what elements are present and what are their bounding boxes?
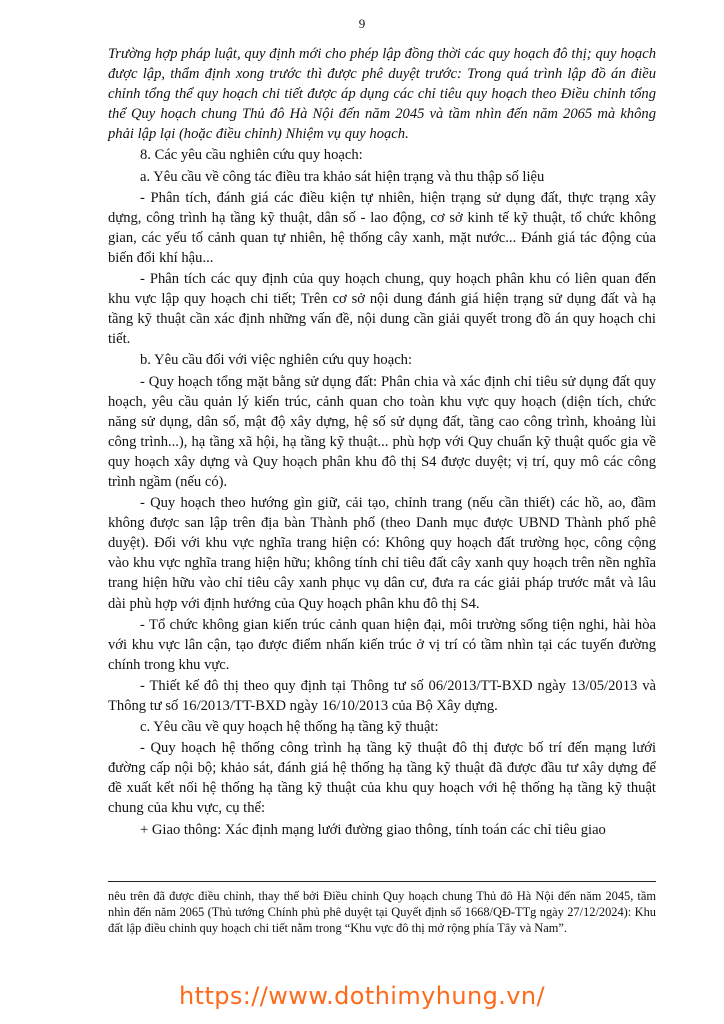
- paragraph-general-plan-analysis: - Phân tích các quy định của quy hoạch chung, quy hoạch phân khu có liên quan đến khu vực lập quy hoạch chi tiết; Trên cơ sở nội dung đánh giá hiện trạng sử dụng đất và hạ tầng kỹ thuật cần xác định những vấn đề, nội dung cần giải quyết trong đồ án quy hoạch chi tiết.: [108, 271, 656, 348]
- paragraph-natural-conditions: - Phân tích, đánh giá các điều kiện tự nhiên, hiện trạng sử dụng đất, thực trạng xây dựng, công trình hạ tầng kỹ thuật, dân số - lao động, cơ sở kinh tế kỹ thuật, tổ chức không gian, các yếu tố cảnh quan tự nhiên, hệ thống cây xanh, mặt nước... Đánh giá tác động của biến đổi khí hậu...: [108, 189, 656, 266]
- paragraph-lakes-cemeteries: - Quy hoạch theo hướng gìn giữ, cải tạo, chỉnh trang (nếu cần thiết) các hồ, ao, đầm không được san lập trên địa bàn Thành phố (theo Danh mục được UBND Thành phố phê duyệt). Đối với khu vực nghĩa trang hiện có: Không quy hoạch đất trường học, công cộng vào khu vực nghĩa trang hiện hữu; không tính chỉ tiêu đất cây xanh quy hoạch trên nền nghĩa trang hiện hữu vào chỉ tiêu cây xanh phục vụ dân cư, đưa ra các giải pháp trước mắt và lâu dài phù hợp với định hướng của Quy hoạch phân khu đô thị S4.: [108, 495, 656, 612]
- footnote-text: nêu trên đã được điều chỉnh, thay thế bởi Điều chỉnh Quy hoạch chung Thủ đô Hà Nội đến năm 2045, tầm nhìn đến năm 2065 (Thủ tướng Chính phủ phê duyệt tại Quyết định số 1668/QĐ-TTg ngày 27/12/2024): Khu đất lập điều chỉnh quy hoạch chi tiết nằm trong “Khu vực đô thị mở rộng phía Tây và Nam”.: [108, 889, 656, 935]
- subheading-c: c. Yêu cầu về quy hoạch hệ thống hạ tầng kỹ thuật:: [140, 719, 439, 736]
- footnote-divider: [108, 881, 656, 882]
- section-heading-8: 8. Các yêu cầu nghiên cứu quy hoạch:: [140, 147, 363, 164]
- paragraph-landscape-architecture: - Tổ chức không gian kiến trúc cảnh quan hiện đại, môi trường sống tiện nghi, hài hòa với khu vực lân cận, tạo được điểm nhấn kiến trúc ở vị trí có tầm nhìn tại các tuyến đường chính trong khu vực.: [108, 616, 656, 673]
- paragraph-traffic: + Giao thông: Xác định mạng lưới đường giao thông, tính toán các chỉ tiêu giao: [140, 821, 606, 838]
- document-body: [108, 44, 656, 841]
- website-link[interactable]: https://www.dothimyhung.vn/: [179, 982, 545, 1010]
- page-number: 9: [358, 16, 366, 31]
- paragraph-urban-design-circulars: - Thiết kế đô thị theo quy định tại Thông tư số 06/2013/TT-BXD ngày 13/05/2013 và Thông tư số 16/2013/TT-BXD ngày 16/10/2013 của Bộ Xây dựng.: [108, 677, 656, 714]
- paragraph-infrastructure-system: - Quy hoạch hệ thống công trình hạ tầng kỹ thuật đô thị được bố trí đến mạng lưới đường cấp nội bộ; khảo sát, đánh giá hệ thống hạ tầng kỹ thuật đã được đầu tư xây dựng để đề xuất kết nối hệ thống hạ tầng kỹ thuật của khu quy hoạch với hệ thống hạ tầng kỹ thuật chung của khu vực, cụ thể:: [108, 740, 656, 817]
- subheading-b: b. Yêu cầu đối với việc nghiên cứu quy hoạch:: [140, 352, 413, 369]
- paragraph-land-use-plan: - Quy hoạch tổng mặt bằng sử dụng đất: Phân chia và xác định chỉ tiêu sử dụng đất quy hoạch, yêu cầu quản lý kiến trúc, cảnh quan cho toàn khu vực quy hoạch (diện tích, chức năng sử dụng, dân số, mật độ xây dựng, hệ số sử dụng đất, tầng cao công trình, khoảng lùi công trình...), hạ tầng xã hội, hạ tầng kỹ thuật... phù hợp với Quy chuẩn kỹ thuật quốc gia về quy hoạch xây dựng và Quy hoạch phân khu đô thị S4 được duyệt; vị trí, quy mô các công trình ngầm (nếu có).: [108, 373, 656, 490]
- paragraph-planning-law-note: Trường hợp pháp luật, quy định mới cho phép lập đồng thời các quy hoạch đô thị; quy hoạch được lập, thẩm định xong trước thì được phê duyệt trước: Trong quá trình lập đồ án điều chỉnh tổng thể quy hoạch chi tiết được áp dụng các chỉ tiêu quy hoạch theo Điều chỉnh tổng thể Quy hoạch chung Thủ đô Hà Nội đến năm 2045 và tầm nhìn đến năm 2065 mà không phải lập lại (hoặc điều chỉnh) Nhiệm vụ quy hoạch.: [108, 46, 656, 143]
- subheading-a: a. Yêu cầu về công tác điều tra khảo sát hiện trạng và thu thập số liệu: [140, 168, 545, 185]
